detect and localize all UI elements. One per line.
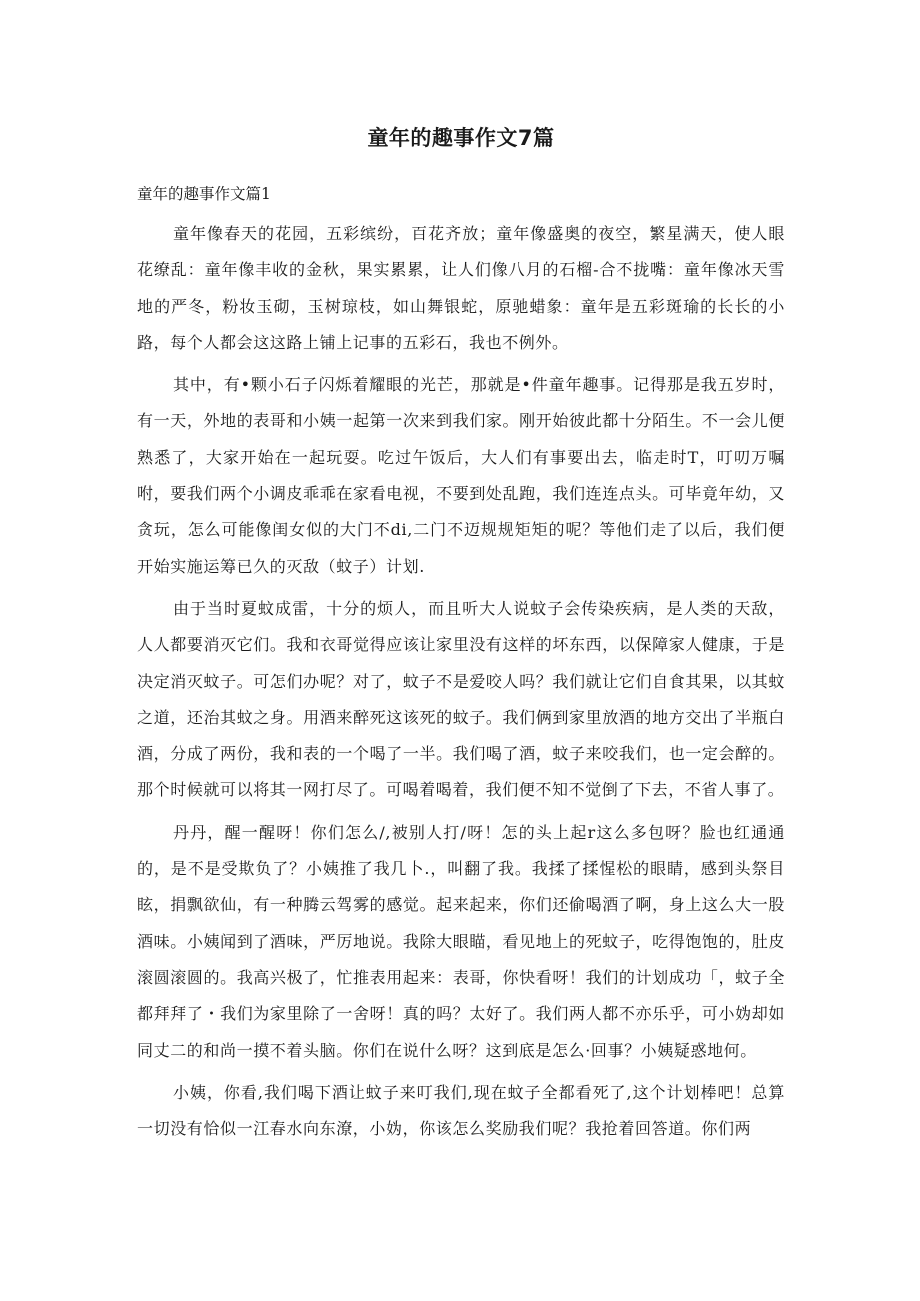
paragraph-5: 小姨，你看,我们喝下酒让蚊子来叮我们,现在蚊子全都看死了,这个计划棒吧！总算一切没有恰似一江春水向东潦，小妫，你该怎么奖励我们呢？我抢着回答道。你们两 bbox=[137, 1082, 785, 1139]
document-page bbox=[137, 124, 785, 1153]
paragraph-3: 由于当时夏蚊成雷，十分的烦人，而且听大人说蚊子会传染疾病，是人类的天敌，人人都要消灭它们。我和衣哥觉得应该让家里没有这样的坏东西，以保障家人健康，于是决定消灭蚊子。可怎们办呢？对了，蚊子不是爱咬人吗？我们就让它们自食其果，以其蚊之道，还治其蚊之身。用酒来醉死这该死的蚊子。我们俩到家里放酒的地方交出了半瓶白酒，分成了两份，我和表的一个喝了一半。我们喝了酒，蚊子来咬我们，也一定会醉的。那个时候就可以将其一网打尽了。可喝着喝着，我们便不知不觉倒了下去，不省人事了。 bbox=[137, 598, 785, 800]
section-heading: 童年的趣事作文篇1 bbox=[137, 185, 271, 203]
document-title: 童年的趣事作文7篇 bbox=[367, 126, 555, 150]
paragraph-1: 童年像春天的花园，五彩缤纷，百花齐放；童年像盛奥的夜空，繁星满天，使人眼花缭乱：童年像丰收的金秋，果实累累，让人们像八月的石榴-合不拢嘴：童年像冰天雪地的严冬，粉妆玉砌，玉树琼枝，如山舞银蛇，原驰蜡象：童年是五彩斑瑜的长长的小路，每个人都会这这路上铺上记事的五彩石，我也不例外。 bbox=[137, 224, 785, 352]
paragraph-4: 丹丹，醒一醒呀！你们怎么/,被别人打/呀！怎的头上起r这么多包呀？脸也红通通的，是不是受欺负了？小姨推了我几卜.，叫翻了我。我揉了揉惺松的眼睛，感到头祭目眩，捐飘欲仙，有一种腾云驾雾的感觉。起来起来，你们还偷喝酒了啊，身上这么大一股酒味。小姨闻到了酒味，严厉地说。我除大眼瞄，看见地上的死蚊子，吃得饱饱的，肚皮滚圆滚圆的。我高兴极了，忙推表用起来：表哥，你快看呀！我们的计划成功「，蚊子全都拜拜了・我们为家里除了一舍呀！真的吗？太好了。我们两人都不亦乐乎，可小妫却如同丈二的和尚一摸不着头脑。你们在说什么呀？这到底是怎么·回事？小姨疑惑地何。 bbox=[137, 822, 785, 1060]
paragraph-2: 其中，有•颗小石子闪烁着耀眼的光芒，那就是•件童年趣事。记得那是我五岁时，有一天，外地的表哥和小姨一起第一次来到我们家。刚开始彼此都十分陌生。不一会儿便熟悉了，大家开始在一起玩耍。吃过午饭后，大人们有事要出去，临走时T，叮叨万嘱咐，要我们两个小调皮乖乖在家看电视，不要到处乱跑，我们连连点头。可毕竟年幼，又贪玩，怎么可能像闺女似的大门不di,二门不迈规规矩矩的呢？等他们走了以后，我们便开始实施运筹已久的灭敌（蚊子）计划. bbox=[137, 375, 785, 576]
